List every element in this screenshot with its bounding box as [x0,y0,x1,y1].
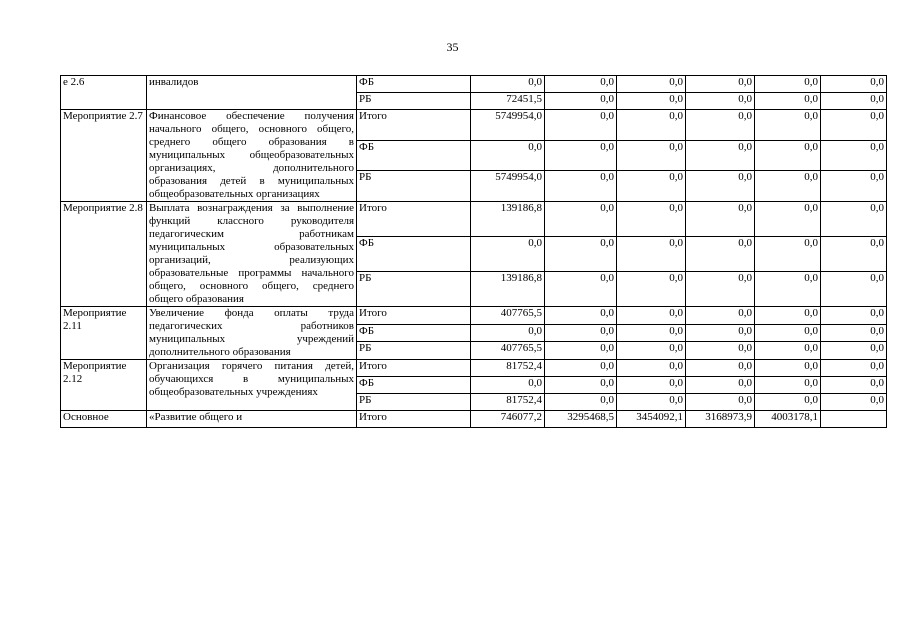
funding-source: ФБ [357,237,471,272]
budget-table [60,75,887,428]
amount-cell: 0,0 [755,140,821,171]
amount-cell: 0,0 [617,202,686,237]
amount-cell: 0,0 [545,93,617,110]
amount-cell: 407765,5 [471,342,545,360]
amount-cell: 0,0 [821,93,887,110]
amount-cell: 0,0 [686,360,755,377]
amount-cell: 746077,2 [471,411,545,428]
measure-id: Мероприятие 2.7 [61,110,147,202]
measure-description: Финансовое обеспечение получения начального общего, основного общего, среднего общего образования в муниципальных общеобразовательных организациях, дополнительного образования детей в муниципальных общеобразовательных организациях [147,110,357,202]
amount-cell: 0,0 [821,307,887,325]
amount-cell: 0,0 [821,324,887,342]
amount-cell: 0,0 [755,342,821,360]
amount-cell: 0,0 [545,237,617,272]
amount-cell: 0,0 [545,307,617,325]
amount-cell: 0,0 [755,324,821,342]
amount-cell: 0,0 [617,324,686,342]
amount-cell: 0,0 [545,342,617,360]
amount-cell: 0,0 [686,202,755,237]
amount-cell: 3168973,9 [686,411,755,428]
amount-cell: 0,0 [755,377,821,394]
amount-cell: 0,0 [755,307,821,325]
amount-cell: 0,0 [821,140,887,171]
funding-source: Итого [357,360,471,377]
amount-cell: 72451,5 [471,93,545,110]
measure-id: Мероприятие 2.8 [61,202,147,307]
amount-cell: 0,0 [755,360,821,377]
amount-cell: 0,0 [686,110,755,141]
table-row [61,307,887,325]
amount-cell: 0,0 [617,110,686,141]
amount-cell: 0,0 [686,324,755,342]
measure-id: Мероприятие 2.12 [61,360,147,411]
amount-cell: 0,0 [821,360,887,377]
page-number: 35 [446,40,459,54]
funding-source: РБ [357,93,471,110]
table-row [61,202,887,237]
amount-cell: 0,0 [545,272,617,307]
amount-cell: 0,0 [821,272,887,307]
amount-cell: 5749954,0 [471,110,545,141]
amount-cell: 0,0 [686,93,755,110]
funding-source: ФБ [357,377,471,394]
amount-cell: 0,0 [545,377,617,394]
amount-cell: 0,0 [545,360,617,377]
amount-cell: 0,0 [545,202,617,237]
amount-cell: 0,0 [821,342,887,360]
amount-cell: 0,0 [617,171,686,202]
amount-cell: 0,0 [686,307,755,325]
amount-cell [821,411,887,428]
amount-cell: 0,0 [755,394,821,411]
funding-source: РБ [357,272,471,307]
amount-cell: 0,0 [617,93,686,110]
amount-cell: 0,0 [821,76,887,93]
amount-cell: 0,0 [617,76,686,93]
measure-description: Организация горячего питания детей, обучающихся в муниципальных общеобразовательных учреждениях [147,360,357,411]
amount-cell: 0,0 [545,110,617,141]
table-body [61,76,887,428]
amount-cell: 0,0 [755,237,821,272]
amount-cell: 0,0 [686,272,755,307]
amount-cell: 0,0 [617,377,686,394]
measure-id: Мероприятие 2.11 [61,307,147,360]
amount-cell: 0,0 [617,272,686,307]
amount-cell: 0,0 [545,76,617,93]
table-row [61,360,887,377]
amount-cell: 0,0 [821,394,887,411]
amount-cell: 407765,5 [471,307,545,325]
amount-cell: 0,0 [471,237,545,272]
amount-cell: 0,0 [686,342,755,360]
amount-cell: 0,0 [686,394,755,411]
measure-description: «Развитие общего и [147,411,357,428]
measure-description: Увеличение фонда оплаты труда педагогических работников муниципальных учреждений дополнительного образования [147,307,357,360]
amount-cell: 0,0 [471,140,545,171]
amount-cell: 0,0 [686,76,755,93]
amount-cell: 0,0 [545,140,617,171]
amount-cell: 0,0 [545,394,617,411]
funding-source: РБ [357,342,471,360]
amount-cell: 5749954,0 [471,171,545,202]
amount-cell: 0,0 [686,377,755,394]
amount-cell: 0,0 [755,202,821,237]
amount-cell: 0,0 [617,140,686,171]
amount-cell: 0,0 [617,237,686,272]
amount-cell: 0,0 [617,360,686,377]
amount-cell: 0,0 [471,324,545,342]
amount-cell: 4003178,1 [755,411,821,428]
table-row [61,411,887,428]
table-row [61,110,887,141]
funding-source: РБ [357,394,471,411]
funding-source: РБ [357,171,471,202]
amount-cell: 0,0 [545,171,617,202]
amount-cell: 0,0 [471,76,545,93]
funding-source: ФБ [357,140,471,171]
amount-cell: 0,0 [821,110,887,141]
amount-cell: 139186,8 [471,202,545,237]
amount-cell: 0,0 [617,307,686,325]
amount-cell: 3295468,5 [545,411,617,428]
amount-cell: 0,0 [686,237,755,272]
amount-cell: 0,0 [471,377,545,394]
funding-source: Итого [357,110,471,141]
amount-cell: 0,0 [821,237,887,272]
amount-cell: 81752,4 [471,394,545,411]
amount-cell: 0,0 [755,76,821,93]
amount-cell: 81752,4 [471,360,545,377]
amount-cell: 0,0 [686,171,755,202]
amount-cell: 0,0 [617,394,686,411]
funding-source: Итого [357,202,471,237]
amount-cell: 0,0 [821,171,887,202]
amount-cell: 0,0 [755,272,821,307]
funding-source: Итого [357,307,471,325]
amount-cell: 0,0 [755,171,821,202]
amount-cell: 0,0 [617,342,686,360]
funding-source: Итого [357,411,471,428]
amount-cell: 0,0 [821,377,887,394]
amount-cell: 3454092,1 [617,411,686,428]
funding-source: ФБ [357,324,471,342]
amount-cell: 139186,8 [471,272,545,307]
funding-source: ФБ [357,76,471,93]
table-row [61,76,887,93]
amount-cell: 0,0 [686,140,755,171]
measure-description: Выплата вознаграждения за выполнение функций классного руководителя педагогическим работникам муниципальных образовательных организаций, реализующих образовательные программы начального общего, основного общего, среднего общего образования [147,202,357,307]
amount-cell: 0,0 [755,110,821,141]
amount-cell: 0,0 [755,93,821,110]
measure-id: Основное [61,411,147,428]
amount-cell: 0,0 [545,324,617,342]
amount-cell: 0,0 [821,202,887,237]
measure-id: е 2.6 [61,76,147,110]
measure-description: инвалидов [147,76,357,110]
